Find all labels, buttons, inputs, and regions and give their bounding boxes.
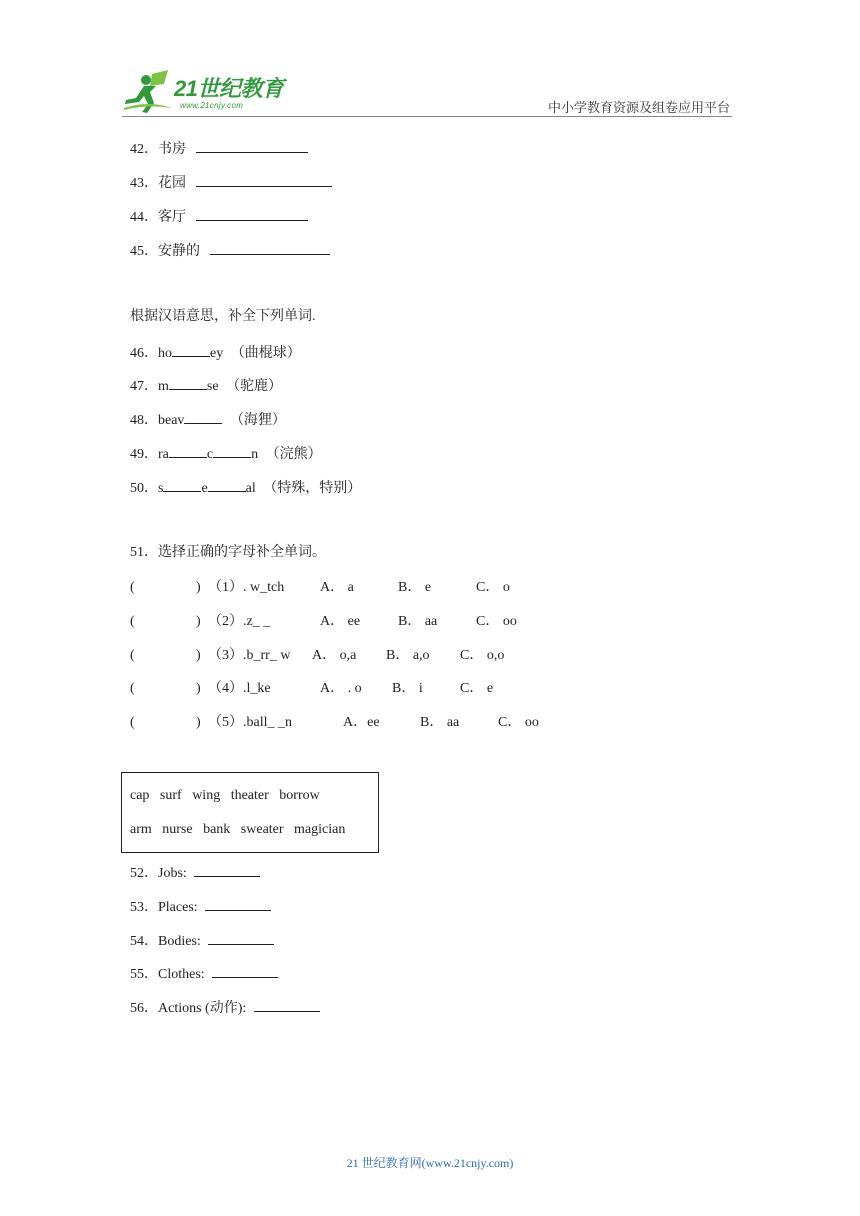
question-text: Places: <box>158 900 198 915</box>
choice-row-1 <box>130 579 590 597</box>
question-53 <box>130 896 271 917</box>
question-number: 45． <box>130 244 158 259</box>
question-text: 书房 <box>158 142 186 157</box>
letter-blank[interactable] <box>169 375 207 390</box>
answer-blank[interactable] <box>254 997 320 1012</box>
question-46 <box>130 342 301 363</box>
question-text: 花园 <box>158 176 186 191</box>
question-55 <box>130 963 278 984</box>
paren-close: ) <box>196 614 201 629</box>
question-text: Actions (动作): <box>158 1001 247 1016</box>
letter-blank[interactable] <box>213 443 251 458</box>
option-b: B． a,o <box>386 648 430 663</box>
letter-blank[interactable] <box>184 409 222 424</box>
question-number: 52． <box>130 866 158 881</box>
answer-slot[interactable] <box>144 613 194 629</box>
word-part: c <box>206 447 214 462</box>
answer-slot[interactable] <box>144 714 194 730</box>
option-a: A． ee <box>320 614 361 629</box>
question-number: 44． <box>130 210 158 225</box>
answer-blank[interactable] <box>196 206 308 221</box>
section2-instruction: 根据汉语意思，补全下列单词. <box>130 309 316 324</box>
choice-row-2 <box>130 613 590 631</box>
choice-row-3 <box>130 647 590 665</box>
question-number: 46． <box>130 346 158 361</box>
question-54 <box>130 930 274 951</box>
word-part: beav <box>158 413 185 428</box>
answer-blank[interactable] <box>194 862 260 877</box>
word-bank-box <box>121 772 379 853</box>
question-56 <box>130 997 320 1018</box>
word-part: ey <box>210 346 224 361</box>
question-48 <box>130 409 286 430</box>
answer-slot[interactable] <box>144 579 194 595</box>
option-c: C． o,o <box>460 648 505 663</box>
option-a: A． a <box>320 580 354 595</box>
option-a: A． . o <box>320 681 362 696</box>
choice-word: （1）. w_tch <box>208 580 285 595</box>
paren-close: ) <box>196 580 201 595</box>
footer-link[interactable]: 21 世纪教育网(www.21cnjy.com) <box>346 1156 514 1170</box>
paren-open: ( <box>130 614 135 629</box>
option-b: B． e <box>398 580 432 595</box>
answer-blank[interactable] <box>212 963 278 978</box>
answer-blank[interactable] <box>196 138 308 153</box>
option-b: B． aa <box>398 614 438 629</box>
word-part: ho <box>158 346 172 361</box>
choice-row-4 <box>130 680 590 698</box>
question-50 <box>130 477 361 498</box>
word-part: al <box>245 481 256 496</box>
answer-blank[interactable] <box>208 930 274 945</box>
choice-word: （4）.l_ke <box>208 681 271 696</box>
choice-row-5 <box>130 714 600 732</box>
letter-blank[interactable] <box>169 443 207 458</box>
option-b: B． aa <box>420 715 460 730</box>
option-b: B． i <box>392 681 423 696</box>
word-part: m <box>158 379 169 394</box>
answer-slot[interactable] <box>144 647 194 663</box>
letter-blank[interactable] <box>163 477 201 492</box>
letter-blank[interactable] <box>172 342 210 357</box>
answer-blank[interactable] <box>205 896 271 911</box>
question-text: 安静的 <box>158 244 200 259</box>
question-42 <box>130 138 308 159</box>
paren-open: ( <box>130 681 135 696</box>
logo-title: 21世纪教育 <box>174 76 284 101</box>
word-part: e <box>201 481 208 496</box>
choice-word: （2）.z_ _ <box>208 614 271 629</box>
question-number: 54． <box>130 934 158 949</box>
question-number: 56． <box>130 1001 158 1016</box>
logo-url: www.21cnjy.com <box>180 101 244 110</box>
logo <box>122 70 292 115</box>
question-number: 42． <box>130 142 158 157</box>
question-44 <box>130 206 308 227</box>
paren-open: ( <box>130 648 135 663</box>
question-51-title: 51．选择正确的字母补全单词。 <box>130 545 326 560</box>
question-text: Jobs: <box>158 866 187 881</box>
chinese-hint: （浣熊） <box>265 447 322 462</box>
question-text: Bodies: <box>158 934 201 949</box>
runner-logo-icon <box>122 70 174 115</box>
question-text: Clothes: <box>158 967 205 982</box>
option-a: A． o,a <box>312 648 357 663</box>
question-number: 55． <box>130 967 158 982</box>
word-bank-row-1: cap surf wing theater borrow <box>130 788 320 803</box>
paren-close: ) <box>196 648 201 663</box>
word-part: se <box>206 379 219 394</box>
option-c: C． e <box>460 681 494 696</box>
paren-close: ) <box>196 681 201 696</box>
option-c: C． o <box>476 580 510 595</box>
question-number: 47． <box>130 379 158 394</box>
chinese-hint: （海狸） <box>229 413 286 428</box>
chinese-hint: （驼鹿） <box>226 379 283 394</box>
question-number: 49． <box>130 447 158 462</box>
answer-slot[interactable] <box>144 680 194 696</box>
word-part: ra <box>158 447 169 462</box>
chinese-hint: （曲棍球） <box>230 346 301 361</box>
question-52 <box>130 862 260 883</box>
word-part: n <box>251 447 259 462</box>
question-number: 43． <box>130 176 158 191</box>
word-bank-row-2: arm nurse bank sweater magician <box>130 822 346 837</box>
paren-open: ( <box>130 715 135 730</box>
question-47 <box>130 375 282 396</box>
answer-blank[interactable] <box>196 172 332 187</box>
option-c: C． oo <box>498 715 539 730</box>
paren-open: ( <box>130 580 135 595</box>
question-49 <box>130 443 322 464</box>
option-c: C． oo <box>476 614 517 629</box>
header-divider <box>122 116 732 117</box>
word-part: s <box>158 481 164 496</box>
question-text: 客厅 <box>158 210 186 225</box>
header-platform-text: 中小学教育资源及组卷应用平台 <box>547 100 730 115</box>
question-number: 53． <box>130 900 158 915</box>
question-number: 48． <box>130 413 158 428</box>
answer-blank[interactable] <box>210 240 330 255</box>
option-a: A．ee <box>343 715 380 730</box>
letter-blank[interactable] <box>208 477 246 492</box>
chinese-hint: （特殊，特别） <box>263 481 362 496</box>
question-number: 50． <box>130 481 158 496</box>
paren-close: ) <box>196 715 201 730</box>
question-43 <box>130 172 332 193</box>
choice-word: （5）.ball_ _n <box>208 715 292 730</box>
choice-word: （3）.b_rr_ w <box>208 648 291 663</box>
question-45 <box>130 240 330 261</box>
